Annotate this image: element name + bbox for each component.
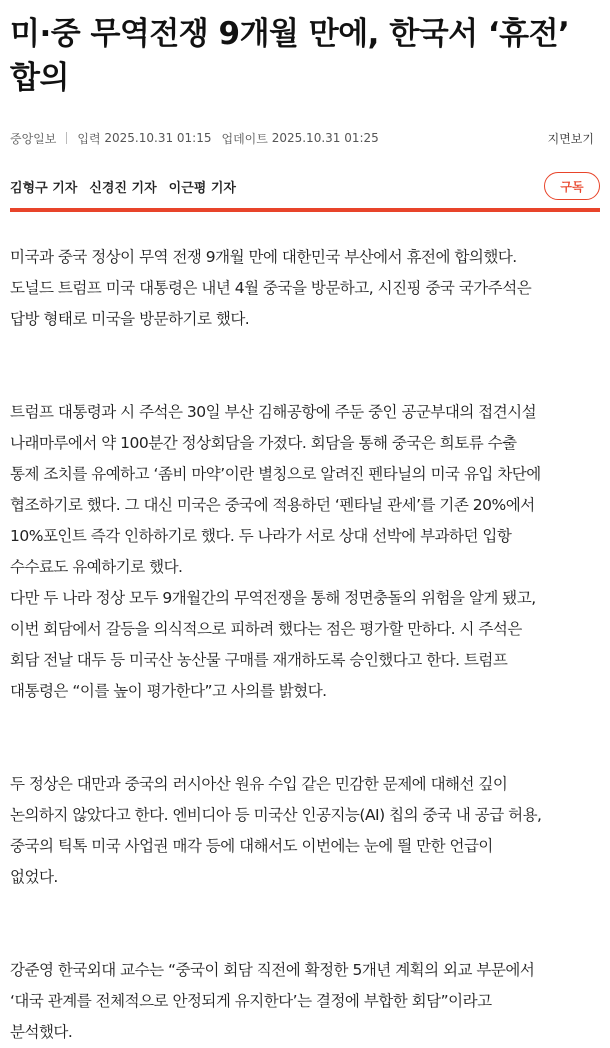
body-line: 트럼프 대통령과 시 주석은 30일 부산 김해공항에 주둔 중인 공군부대의 접견시설 (10, 403, 537, 421)
body-line: 도널드 트럼프 미국 대통령은 내년 4월 중국을 방문하고, 시진핑 중국 국가주석은 (10, 279, 532, 297)
source-name: 중앙일보 (10, 131, 57, 146)
body-line: 답방 형태로 미국을 방문하기로 했다. (10, 310, 250, 328)
meta-divider (66, 132, 67, 144)
headline-line-1: 미·중 무역전쟁 9개월 만에, 한국서 ‘휴전’ (10, 16, 570, 52)
body-line: 논의하지 않았다고 한다. 엔비디아 등 미국산 인공지능(AI) 칩의 중국 내 공급 허용, (10, 806, 542, 824)
body-line: 회담 전날 대두 등 미국산 농산물 구매를 재개하도록 승인했다고 한다. 트럼프 (10, 651, 508, 669)
input-label: 입력 (77, 131, 101, 146)
article-headline (10, 0, 600, 100)
headline-line-2: 합의 (10, 60, 69, 96)
input-time: 2025.10.31 01:15 (104, 131, 212, 145)
subscribe-button[interactable]: 구독 (544, 172, 600, 200)
body-line: 분석했다. (10, 1023, 73, 1041)
update-time: 2025.10.31 01:25 (271, 131, 379, 145)
article-body (10, 212, 600, 1048)
body-line: 두 정상은 대만과 중국의 러시아산 원유 수입 같은 민감한 문제에 대해선 깊이 (10, 775, 508, 793)
body-line: 수수료도 유예하기로 했다. (10, 558, 183, 576)
body-line: 통제 조치를 유예하고 ‘좀비 마약’이란 별칭으로 알려진 펜타닐의 미국 유입 차단에 (10, 465, 541, 483)
body-line: 이번 회담에서 갈등을 의식적으로 피하려 했다는 점은 평가할 만하다. 시 주석은 (10, 620, 522, 638)
body-line: 대통령은 “이를 높이 평가한다”고 사의를 밝혔다. (10, 682, 327, 700)
article-meta (10, 126, 600, 150)
update-label: 업데이트 (221, 131, 268, 146)
body-line: ‘대국 관계를 전체적으로 안정되게 유지한다’는 결정에 부합한 회담”이라고 (10, 992, 492, 1010)
reporter-name[interactable]: 김형구 기자 (10, 180, 78, 196)
body-line: 미국과 중국 정상이 무역 전쟁 9개월 만에 대한민국 부산에서 휴전에 합의했다. (10, 248, 517, 266)
reporter-name[interactable]: 신경진 기자 (89, 180, 157, 196)
reporter-name[interactable]: 이근평 기자 (168, 180, 236, 196)
body-line: 10%포인트 즉각 인하하기로 했다. 두 나라가 서로 상대 선박에 부과하던 입항 (10, 527, 512, 545)
body-line: 없었다. (10, 868, 58, 886)
pdf-view-link[interactable]: 지면보기 (547, 131, 594, 146)
body-line: 협조하기로 했다. 그 대신 미국은 중국에 적용하던 ‘펜타닐 관세’를 기존 20%에서 (10, 496, 535, 514)
body-line: 강준영 한국외대 교수는 “중국이 회담 직전에 확정한 5개년 계획의 외교 부문에서 (10, 961, 535, 979)
body-line: 다만 두 나라 정상 모두 9개월간의 무역전쟁을 통해 정면충돌의 위험을 알게 됐고, (10, 589, 536, 607)
body-line: 중국의 틱톡 미국 사업권 매각 등에 대해서도 이번에는 눈에 띌 만한 언급이 (10, 837, 493, 855)
body-line: 나래마루에서 약 100분간 정상회담을 가졌다. 회담을 통해 중국은 희토류 수출 (10, 434, 517, 452)
byline (10, 170, 600, 202)
